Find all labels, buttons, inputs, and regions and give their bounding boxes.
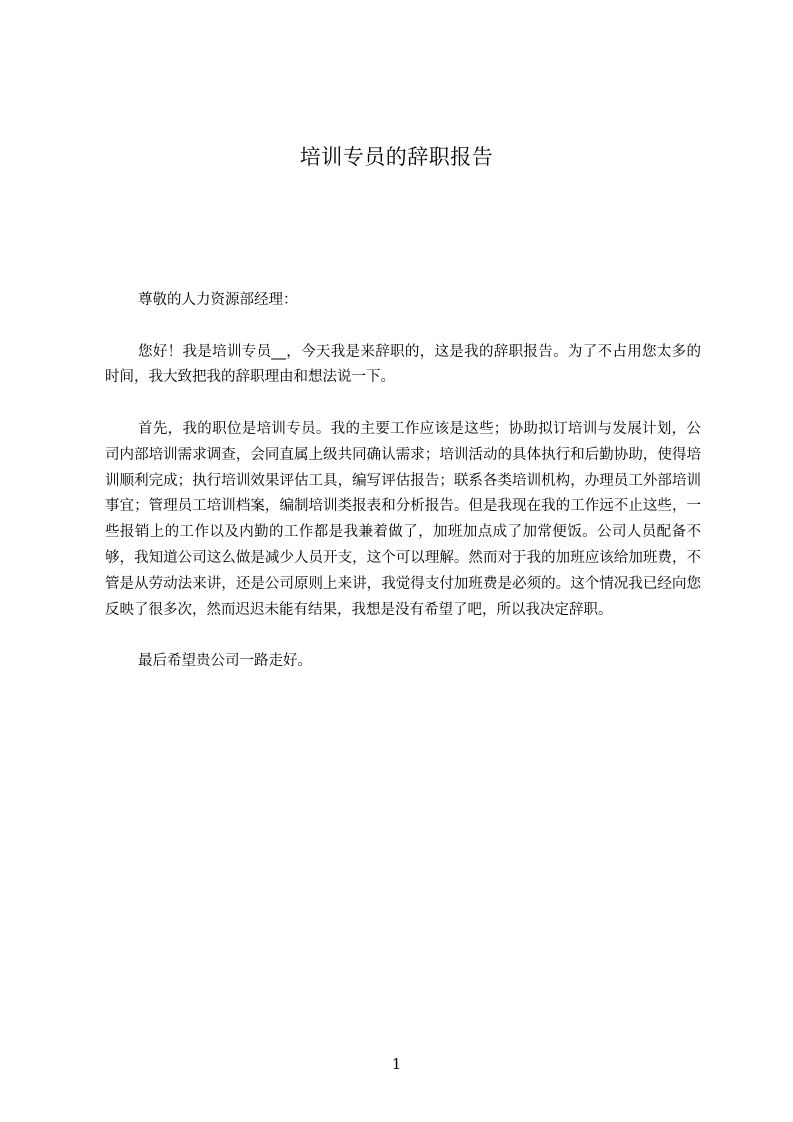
paragraph-greeting: 您好！我是培训专员__，今天我是来辞职的，这是我的辞职报告。为了不占用您太多的时间，我大致把我的辞职理由和想法说一下。: [105, 343, 701, 386]
document-title: 培训专员的辞职报告: [299, 145, 494, 169]
paragraph-spacer: [105, 314, 701, 340]
page-number: 1: [391, 1055, 402, 1073]
paragraph-closing: 最后希望贵公司一路走好。: [138, 653, 312, 670]
salutation: 尊敬的人力资源部经理：: [138, 292, 298, 308]
paragraph-spacer: [105, 391, 701, 417]
document-body: [105, 288, 701, 675]
paragraph-spacer: [105, 623, 701, 649]
paragraph-reasons: 首先，我的职位是培训专员。我的主要工作应该是这些；协助拟订培训与发展计划，公司内部培训需求调查，会同直属上级共同确认需求；培训活动的具体执行和后勤协助，使得培训顺利完成；执行培训效果评估工具，编写评估报告；联系各类培训机构，办理员工外部培训事宜；管理员工培训档案，编制培训类报表和分析报告。但是我现在我的工作远不止这些，一些报销上的工作以及内勤的工作都是我兼着做了，加班加点成了加常便饭。公司人员配备不够，我知道公司这么做是减少人员开支，这个可以理解。然而对于我的加班应该给加班费，不管是从劳动法来讲，还是公司原则上来讲，我觉得支付加班费是必须的。这个情况我已经向您反映了很多次，然而迟迟未能有结果，我想是没有希望了吧，所以我决定辞职。: [105, 420, 701, 618]
